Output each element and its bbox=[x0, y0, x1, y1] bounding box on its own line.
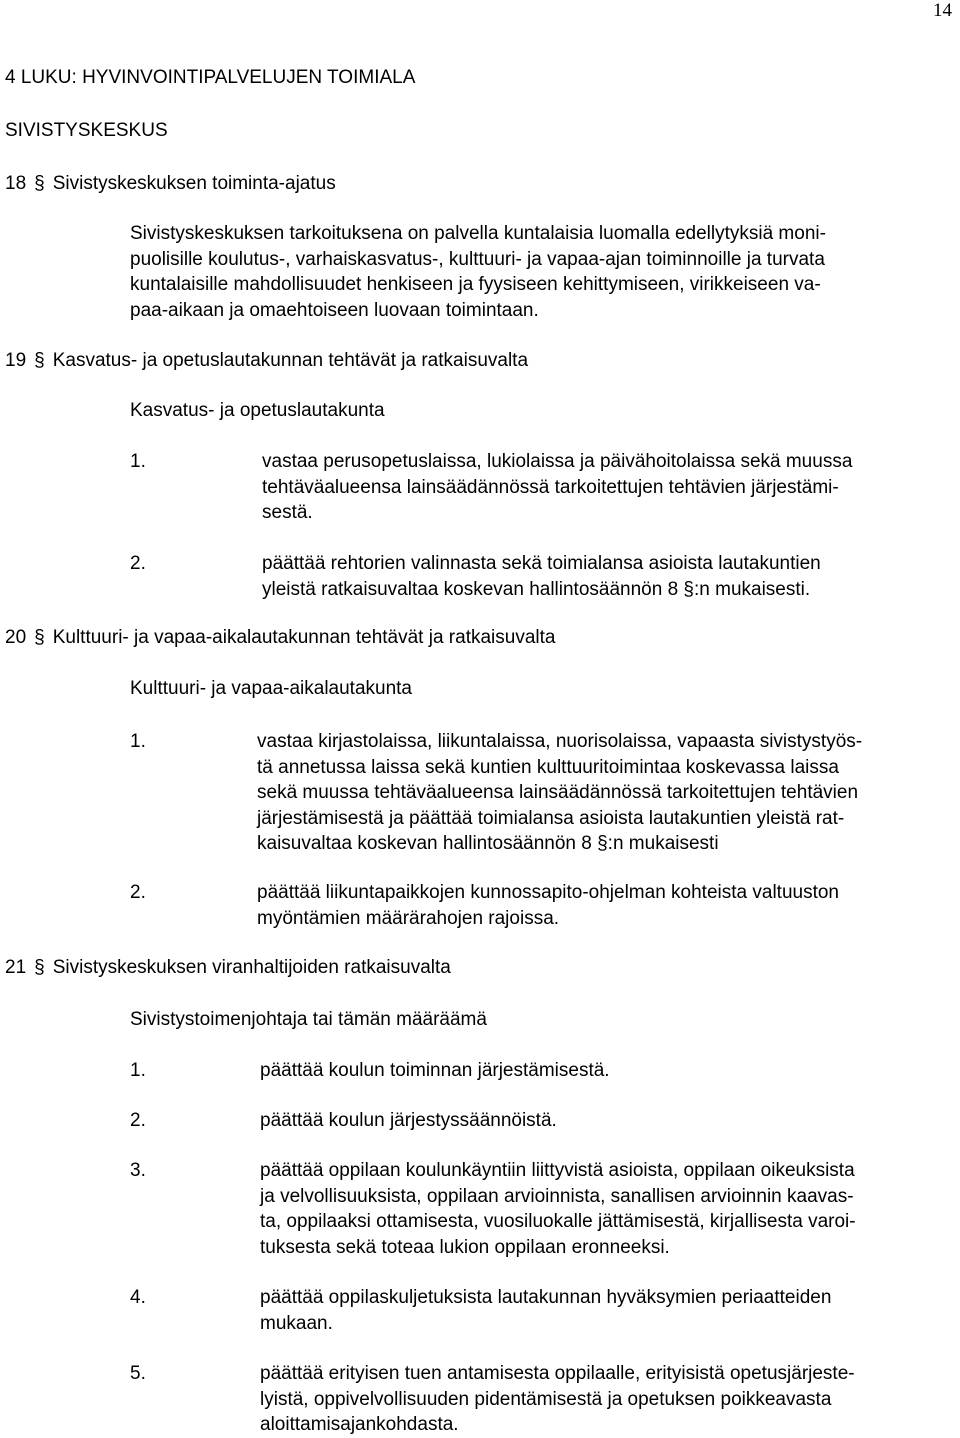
item-line: kaisuvaltaa koskevan hallintosäännön 8 §:n mukaisesti bbox=[257, 833, 719, 854]
item-line: mukaan. bbox=[260, 1312, 333, 1334]
item-number: 5. bbox=[130, 1363, 146, 1384]
item-line: tuksesta sekä toteaa lukion oppilaan eronneeksi. bbox=[260, 1236, 670, 1258]
chapter-title: 4 LUKU: HYVINVOINTIPALVELUJEN TOIMIALA bbox=[5, 67, 416, 88]
section-title: Sivistyskeskuksen toiminta-ajatus bbox=[52, 173, 336, 194]
section-20-heading bbox=[5, 627, 555, 649]
item-number: 2. bbox=[130, 1110, 146, 1131]
item-line: järjestämisestä ja päättää toimialansa asioista lautakuntien yleistä rat- bbox=[257, 807, 845, 829]
item-line: ta, oppilaaksi ottamisesta, vuosiluokalle jättämisestä, kirjallisesta varoi- bbox=[260, 1211, 856, 1232]
section-21-subheading: Sivistystoimenjohtaja tai tämän määräämä bbox=[130, 1009, 487, 1030]
item-number: 1. bbox=[130, 451, 146, 472]
section-symbol: § bbox=[34, 173, 45, 194]
item-line: päättää koulun järjestyssäännöistä. bbox=[260, 1110, 557, 1131]
section-19-subheading: Kasvatus- ja opetuslautakunta bbox=[130, 400, 385, 421]
item-line: päättää oppilaan koulunkäyntiin liittyvistä asioista, oppilaan oikeuksista bbox=[260, 1160, 855, 1181]
item-line: päättää erityisen tuen antamisesta oppilaalle, erityisistä opetusjärjeste- bbox=[260, 1363, 855, 1384]
section-18-heading bbox=[5, 173, 336, 195]
section-symbol: § bbox=[34, 627, 45, 648]
item-number: 2. bbox=[130, 553, 146, 574]
section-19-heading bbox=[5, 350, 528, 372]
section-symbol: § bbox=[34, 350, 45, 371]
section-number: 19 bbox=[5, 350, 27, 371]
section-number: 21 bbox=[5, 957, 27, 978]
item-number: 1. bbox=[130, 731, 146, 752]
item-line: päättää rehtorien valinnasta sekä toimialansa asioista lautakuntien bbox=[262, 553, 821, 574]
item-line: päättää liikuntapaikkojen kunnossapito-ohjelman kohteista valtuuston bbox=[257, 882, 839, 903]
section-title: Kasvatus- ja opetuslautakunnan tehtävät ja ratkaisuvalta bbox=[52, 350, 529, 371]
department-title: SIVISTYSKESKUS bbox=[5, 120, 168, 141]
section-21-heading bbox=[5, 957, 451, 979]
item-number: 3. bbox=[130, 1160, 146, 1181]
paragraph-line: Sivistyskeskuksen tarkoituksena on palvella kuntalaisia luomalla edellytyksiä moni- bbox=[130, 223, 826, 244]
item-line: aloittamisajankohdasta. bbox=[260, 1414, 459, 1435]
item-line: myöntämien määrärahojen rajoissa. bbox=[257, 907, 560, 929]
item-number: 4. bbox=[130, 1287, 146, 1308]
paragraph-line: paa-aikaan ja omaehtoiseen luovaan toimintaan. bbox=[130, 299, 539, 321]
item-line: sestä. bbox=[262, 502, 313, 523]
item-line: lyistä, oppivelvollisuuden pidentämisestä ja opetuksen poikkeavasta bbox=[260, 1388, 832, 1410]
item-line: päättää koulun toiminnan järjestämisestä. bbox=[260, 1060, 610, 1081]
item-line: päättää oppilaskuljetuksista lautakunnan hyväksymien periaatteiden bbox=[260, 1287, 832, 1308]
item-line: ja velvollisuuksista, oppilaan arvioinnista, sanallisen arvioinnin kaavas- bbox=[260, 1185, 854, 1207]
item-line: tehtäväalueensa lainsäädännössä tarkoitettujen tehtävien järjestämi- bbox=[262, 476, 839, 498]
item-line: vastaa perusopetuslaissa, lukiolaissa ja päivähoitolaissa sekä muussa bbox=[262, 451, 853, 472]
page-number: 14 bbox=[933, 0, 952, 21]
section-number: 18 bbox=[5, 173, 27, 194]
item-number: 2. bbox=[130, 882, 146, 903]
item-line: vastaa kirjastolaissa, liikuntalaissa, nuorisolaissa, vapaasta sivistystyös- bbox=[257, 731, 863, 752]
section-title: Kulttuuri- ja vapaa-aikalautakunnan tehtävät ja ratkaisuvalta bbox=[52, 627, 556, 648]
section-symbol: § bbox=[34, 957, 45, 978]
item-number: 1. bbox=[130, 1060, 146, 1081]
section-18-paragraph bbox=[130, 221, 930, 323]
paragraph-line: kuntalaisille mahdollisuudet henkiseen ja fyysiseen kehittymiseen, virikkeiseen va- bbox=[130, 274, 821, 295]
section-title: Sivistyskeskuksen viranhaltijoiden ratkaisuvalta bbox=[52, 957, 451, 978]
item-line: yleistä ratkaisuvaltaa koskevan hallintosäännön 8 §:n mukaisesti. bbox=[262, 578, 811, 600]
paragraph-line: puolisille koulutus-, varhaiskasvatus-, kulttuuri- ja vapaa-ajan toiminnoille ja turvata bbox=[130, 248, 825, 270]
item-line: sekä muussa tehtäväalueensa lainsäädännössä tarkoitettujen tehtävien bbox=[257, 782, 859, 803]
section-20-subheading: Kulttuuri- ja vapaa-aikalautakunta bbox=[130, 678, 413, 699]
section-number: 20 bbox=[5, 627, 27, 648]
item-line: tä annetussa laissa sekä kuntien kulttuuritoimintaa koskevassa laissa bbox=[257, 756, 839, 778]
